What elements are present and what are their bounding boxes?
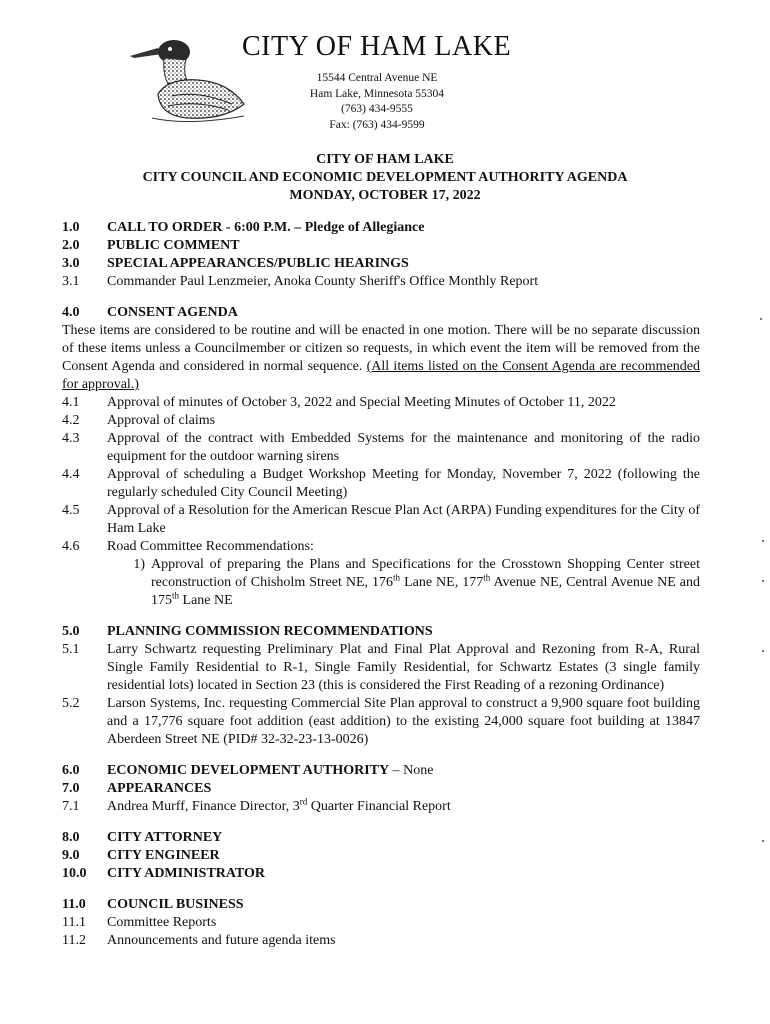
item-number: 4.5	[62, 503, 80, 518]
agenda-heading-city: CITY OF HAM LAKE	[316, 152, 454, 167]
item-text: PUBLIC COMMENT	[107, 238, 240, 253]
phone: (763) 434-9555	[341, 103, 413, 115]
agenda-heading-date: MONDAY, OCTOBER 17, 2022	[289, 188, 481, 203]
item-text-part: Andrea Murff, Finance Director, 3	[107, 799, 300, 814]
subitem-label: 1)	[133, 557, 145, 572]
agenda-section	[62, 255, 700, 273]
address-street: 15544 Central Avenue NE	[316, 72, 438, 84]
item-text-bold: ECONOMIC DEVELOPMENT AUTHORITY	[107, 763, 390, 778]
agenda-body	[62, 219, 700, 950]
agenda-item	[62, 273, 700, 291]
item-number: 11.0	[62, 897, 86, 912]
item-number: 7.1	[62, 799, 80, 814]
agenda-section	[62, 865, 700, 883]
item-text: APPEARANCES	[107, 781, 212, 796]
spacer	[62, 816, 700, 829]
item-number: 4.0	[62, 305, 80, 320]
item-text: CALL TO ORDER - 6:00 P.M. – Pledge of Allegiance	[107, 220, 425, 235]
item-text: SPECIAL APPEARANCES/PUBLIC HEARINGS	[107, 256, 409, 271]
item-text: Larson Systems, Inc. requesting Commercial Site Plan approval to construct a 9,900 square foot building and a 17,776 square foot addition (east addition) to the existing 24,000 square foot building at 13847 Aberdeen Street NE (PID# 32-32-23-13-0026)	[107, 696, 700, 747]
agenda-section	[62, 219, 700, 237]
agenda-section	[62, 896, 700, 914]
item-text: Larry Schwartz requesting Preliminary Plat and Final Plat Approval and Rezoning from R-A, Rural Single Family Residential to R-1, Single Family Residential, for Schwartz Estates (3 single family residential lots) located in Section 23 (this is considered the First Reading of a rezoning Ordinance)	[107, 642, 700, 693]
scan-speck	[762, 840, 764, 842]
agenda-section	[62, 829, 700, 847]
subitem-text-part: Lane NE	[179, 593, 233, 608]
subitem-text-part: Lane NE, 177	[400, 575, 484, 590]
item-number: 4.4	[62, 467, 80, 482]
agenda-item	[62, 695, 700, 749]
subitem-text-part: Approval of preparing the Plans and Specifications for the Crosstown Shopping Center street reconstruction of Chisholm Street NE, 176	[151, 557, 700, 590]
spacer	[62, 749, 700, 762]
agenda-section	[62, 237, 700, 255]
agenda-section	[62, 623, 700, 641]
agenda-section	[62, 780, 700, 798]
item-text: Road Committee Recommendations:	[107, 539, 314, 554]
item-number: 3.1	[62, 274, 80, 289]
item-number: 10.0	[62, 866, 87, 881]
item-text	[107, 798, 700, 816]
consent-approval-note: (All items listed on the Consent Agenda are recommended for approval.)	[62, 359, 701, 392]
item-text: PLANNING COMMISSION RECOMMENDATIONS	[107, 624, 433, 639]
item-text: Approval of the contract with Embedded Systems for the maintenance and monitoring of the radio equipment for the outdoor warning sirens	[107, 431, 700, 464]
agenda-item	[62, 641, 700, 695]
agenda-item	[62, 466, 700, 502]
item-number: 6.0	[62, 763, 80, 778]
scan-speck	[762, 650, 764, 652]
item-text: CITY ADMINISTRATOR	[107, 866, 266, 881]
agenda-section	[62, 847, 700, 865]
item-number: 8.0	[62, 830, 80, 845]
spacer	[62, 610, 700, 623]
agenda-item	[62, 538, 700, 556]
item-text-suffix: – None	[389, 763, 434, 778]
ordinal-suffix: th	[393, 572, 401, 583]
item-text: Approval of minutes of October 3, 2022 and Special Meeting Minutes of October 11, 2022	[107, 395, 616, 410]
agenda-item	[62, 502, 700, 538]
item-number: 4.1	[62, 395, 80, 410]
consent-agenda-description	[62, 322, 700, 394]
spacer	[62, 291, 700, 304]
subitem-text	[151, 556, 700, 610]
item-number: 9.0	[62, 848, 80, 863]
item-number: 2.0	[62, 238, 80, 253]
item-text: Approval of a Resolution for the American Rescue Plan Act (ARPA) Funding expenditures for the City of Ham Lake	[107, 503, 700, 536]
fax: Fax: (763) 434-9599	[329, 118, 425, 131]
subitem-text-part: Avenue NE, Central Avenue NE and 175	[151, 575, 700, 608]
scan-speck	[762, 540, 764, 542]
item-text: Committee Reports	[107, 915, 217, 930]
agenda-section	[62, 304, 700, 322]
item-text	[107, 762, 700, 780]
item-number: 4.2	[62, 413, 80, 428]
item-text: COUNCIL BUSINESS	[107, 897, 244, 912]
item-number: 4.6	[62, 539, 80, 554]
address-city: Ham Lake, Minnesota 55304	[309, 87, 445, 100]
ordinal-suffix: th	[172, 590, 180, 601]
item-text: CITY ATTORNEY	[107, 830, 223, 845]
item-number: 11.2	[62, 933, 86, 948]
city-logo-loon	[128, 34, 246, 126]
agenda-subitem	[62, 556, 700, 610]
ordinal-suffix: rd	[299, 796, 308, 807]
scan-speck	[760, 318, 762, 320]
agenda-item	[62, 412, 700, 430]
scan-speck	[762, 580, 764, 582]
item-text: Approval of claims	[107, 413, 216, 428]
item-number: 5.1	[62, 642, 80, 657]
item-number: 5.2	[62, 696, 80, 711]
item-text: Approval of scheduling a Budget Workshop Meeting for Monday, November 7, 2022 (following the regularly scheduled City Council Meeting)	[107, 467, 700, 500]
item-text: CITY ENGINEER	[107, 848, 220, 863]
item-text-part: Quarter Financial Report	[307, 799, 451, 814]
agenda-heading-title: CITY COUNCIL AND ECONOMIC DEVELOPMENT AUTHORITY AGENDA	[142, 170, 628, 185]
item-number: 5.0	[62, 624, 80, 639]
agenda-item	[62, 430, 700, 466]
spacer	[62, 883, 700, 896]
agenda-item	[62, 932, 700, 950]
item-text: Commander Paul Lenzmeier, Anoka County Sheriff's Office Monthly Report	[107, 274, 539, 289]
item-number: 7.0	[62, 781, 80, 796]
item-number: 3.0	[62, 256, 80, 271]
consent-description-text: These items are considered to be routine and will be enacted in one motion. There will be no separate discussion of these items unless a Councilmember or citizen so requests, in which event the item will be removed from the Consent Agenda and considered in normal sequence.	[62, 323, 700, 374]
item-text: Announcements and future agenda items	[107, 933, 336, 948]
item-number: 1.0	[62, 220, 80, 235]
agenda-item	[62, 914, 700, 932]
ordinal-suffix: th	[483, 572, 491, 583]
item-number: 4.3	[62, 431, 80, 446]
agenda-section	[62, 762, 700, 780]
agenda-item	[62, 798, 700, 816]
agenda-item	[62, 394, 700, 412]
city-title: CITY OF HAM LAKE	[242, 31, 512, 62]
item-text: CONSENT AGENDA	[107, 305, 238, 320]
city-address	[262, 71, 492, 133]
item-number: 11.1	[62, 915, 86, 930]
